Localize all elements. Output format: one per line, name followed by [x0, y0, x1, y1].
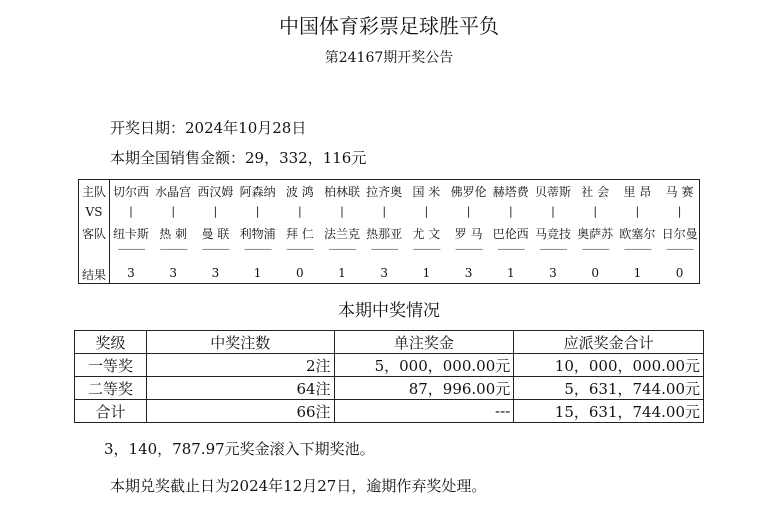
match-column: [194, 180, 236, 283]
winner-count: 66注: [146, 400, 334, 423]
table-row: [75, 354, 704, 377]
deadline-note: 本期兑奖截止日为2024年12月27日，逾期作弃奖处理。: [110, 477, 487, 495]
match-result: 1: [422, 266, 431, 280]
winner-count: 64注: [146, 377, 334, 400]
dash-separator: ———: [286, 244, 314, 255]
dash-separator: ———: [201, 244, 229, 255]
away-team: 巴伦西: [492, 227, 529, 241]
match-column: [110, 180, 152, 283]
away-team: 尤 文: [412, 227, 441, 241]
prize-level: 一等奖: [75, 354, 147, 377]
rollover-note: 3，140，787.97元奖金滚入下期奖池。: [104, 440, 375, 458]
vs-separator: |: [508, 205, 513, 218]
vs-separator: |: [297, 205, 302, 218]
vs-separator: |: [382, 205, 387, 218]
vs-separator: |: [340, 205, 344, 218]
away-team: 利物浦: [239, 227, 276, 241]
dash-separator: ———: [412, 244, 440, 255]
match-result: 1: [338, 266, 346, 280]
sales-amount: 本期全国销售金额：29，332，116元: [110, 149, 367, 167]
match-column: [532, 180, 574, 283]
vs-separator: |: [593, 205, 598, 218]
away-team: 罗 马: [454, 227, 483, 241]
away-team-label: 客队: [81, 227, 106, 241]
home-team: 马 赛: [665, 185, 694, 199]
per-bet-prize: 5，000，000.00元: [334, 354, 514, 377]
column-header-level: 奖级: [75, 331, 147, 354]
match-column: [448, 180, 490, 283]
home-team: 国 米: [412, 185, 441, 199]
match-table: [78, 179, 700, 284]
dash-separator: ———: [539, 244, 567, 255]
match-result: 3: [211, 266, 220, 280]
home-team-label: 主队: [81, 185, 106, 199]
match-column: [152, 180, 194, 283]
away-team: 法兰克: [323, 227, 360, 241]
dash-separator: ———: [159, 244, 187, 255]
away-team: 曼 联: [201, 227, 230, 241]
vs-separator: |: [551, 205, 555, 218]
dash-separator: ———: [623, 244, 651, 255]
home-team: 佛罗伦: [450, 185, 487, 199]
home-team: 阿森纳: [239, 185, 276, 199]
dash-separator: ———: [666, 244, 694, 255]
match-column: [659, 180, 701, 283]
home-team: 波 鸿: [285, 185, 314, 199]
match-result: 1: [253, 266, 262, 280]
home-team: 柏林联: [323, 185, 360, 199]
home-team: 拉齐奥: [366, 185, 403, 199]
dash-separator: ———: [117, 244, 145, 255]
total-prize: 15，631，744.00元: [514, 400, 704, 423]
vs-separator: |: [255, 205, 260, 218]
prize-level: 二等奖: [75, 377, 147, 400]
dash-separator: ———: [455, 244, 483, 255]
away-team: 欧塞尔: [619, 227, 656, 241]
total-prize: 5，631，744.00元: [514, 377, 704, 400]
match-column: [490, 180, 532, 283]
match-result: 3: [127, 266, 135, 280]
away-team: 热 刺: [159, 227, 188, 241]
home-team: 切尔西: [112, 185, 149, 199]
dash-separator: ———: [497, 244, 525, 255]
match-result: 0: [675, 266, 684, 280]
away-team: 拜 仁: [285, 227, 314, 241]
column-header-count: 中奖注数: [146, 331, 334, 354]
home-team: 贝蒂斯: [534, 185, 571, 199]
home-team: 水晶宫: [155, 185, 192, 199]
match-column: [574, 180, 616, 283]
column-header-per-bet: 单注奖金: [334, 331, 514, 354]
prize-table: [74, 330, 704, 423]
match-result: 3: [169, 266, 177, 280]
away-team: 马竞技: [534, 227, 571, 241]
match-result: 1: [633, 266, 642, 280]
vs-separator: |: [129, 205, 133, 218]
match-column: [616, 180, 658, 283]
home-team: 里 昂: [623, 185, 652, 199]
result-label: 结果: [81, 268, 106, 282]
match-column: [363, 180, 405, 283]
home-team: 西汉姆: [197, 185, 234, 199]
issue-subtitle: 第24167期开奖公告: [324, 50, 454, 66]
column-header-total: 应派奖金合计: [514, 331, 704, 354]
vs-separator: |: [635, 205, 640, 218]
total-prize: 10，000，000.00元: [514, 354, 704, 377]
draw-date: 开奖日期：2024年10月28日: [110, 119, 307, 137]
match-result: 0: [591, 266, 599, 280]
per-bet-prize: ---: [334, 400, 514, 423]
vs-separator: |: [466, 205, 471, 218]
match-result: 3: [380, 266, 388, 280]
match-result: 3: [549, 266, 557, 280]
table-row: [75, 400, 704, 423]
match-column: [279, 180, 321, 283]
away-team: 日尔曼: [661, 227, 698, 241]
vs-separator: |: [171, 205, 176, 218]
prize-header-row: [75, 331, 704, 354]
home-team: 社 会: [581, 185, 610, 199]
home-team: 赫塔费: [492, 185, 529, 199]
away-team: 纽卡斯: [112, 227, 149, 241]
match-result: 0: [295, 266, 304, 280]
dash-separator: ———: [370, 244, 398, 255]
dash-separator: ———: [244, 244, 272, 255]
vs-separator: |: [213, 205, 218, 218]
winner-count: 2注: [146, 354, 334, 377]
match-result: 3: [464, 266, 473, 280]
away-team: 奥萨苏: [577, 227, 614, 241]
dash-separator: ———: [581, 244, 609, 255]
per-bet-prize: 87，996.00元: [334, 377, 514, 400]
vs-separator: |: [677, 205, 682, 218]
away-team: 热那亚: [366, 227, 403, 241]
match-result: 1: [506, 266, 515, 280]
match-column: [405, 180, 447, 283]
vs-label: VS: [85, 205, 103, 219]
prize-heading: 本期中奖情况: [338, 301, 440, 321]
page-title: 中国体育彩票足球胜平负: [279, 14, 499, 38]
table-row: [75, 377, 704, 400]
vs-separator: |: [424, 205, 429, 218]
match-column: [237, 180, 279, 283]
prize-level: 合计: [75, 400, 147, 423]
match-column: [321, 180, 363, 283]
dash-separator: ———: [328, 244, 356, 255]
